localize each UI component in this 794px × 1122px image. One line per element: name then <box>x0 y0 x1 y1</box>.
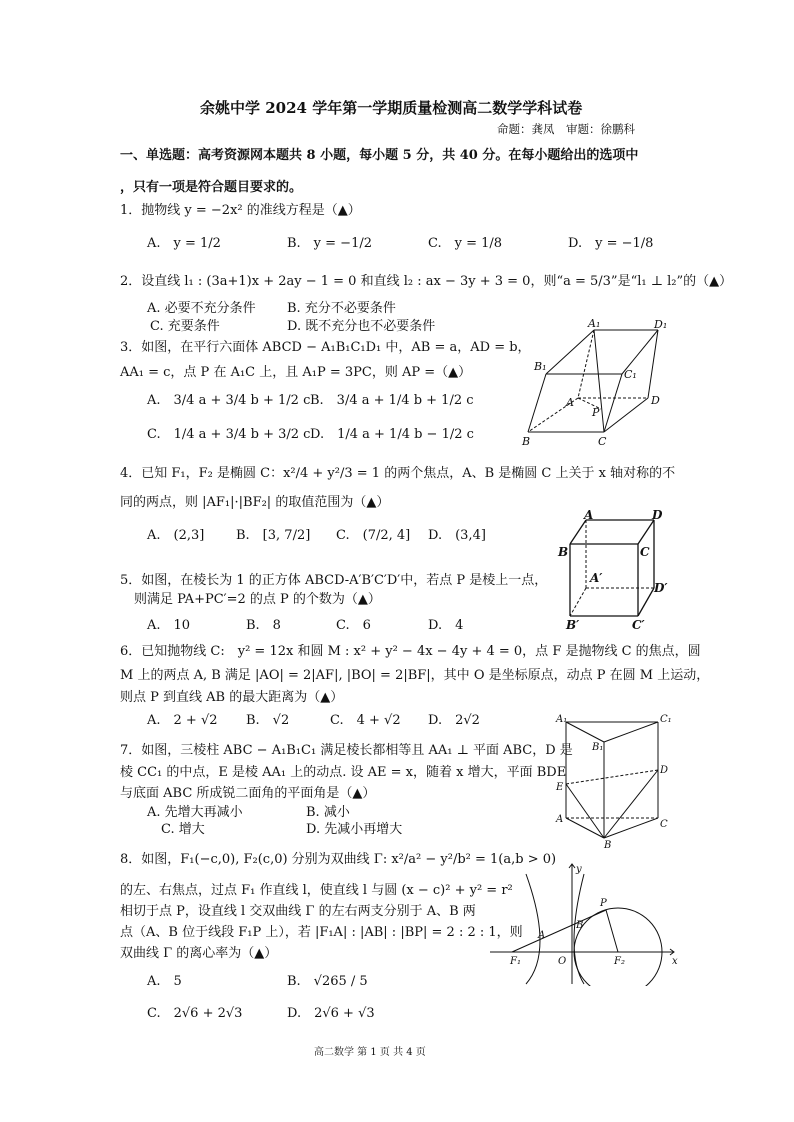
q2-option-d: D. 既不充分也不必要条件 <box>287 319 436 334</box>
q8-option-c: C. 2√6 + 2√3 <box>147 1006 243 1021</box>
q2-option-b: B. 充分不必要条件 <box>287 301 396 316</box>
q4-option-b: B. [3, 7/2] <box>236 528 311 543</box>
q2-stem: 2．设直线 l₁ : (3a+1)x + 2ay − 1 = 0 和直线 l₂ : ax − 3y + 3 = 0，则“a = 5/3”是“l₁ ⊥ l₂”的（▲） <box>120 274 733 289</box>
fig8-label: y <box>576 864 582 875</box>
section-header-line2: ，只有一项是符合题目要求的。 <box>120 180 303 195</box>
fig5-label: C <box>640 545 650 559</box>
fig3-label: D <box>651 394 660 407</box>
fig7-label: A <box>556 814 564 825</box>
q8-stem-line5: 双曲线 Γ 的离心率为（▲） <box>120 946 278 961</box>
fig3-label: A <box>566 396 574 409</box>
fig7-label: B₁ <box>592 742 604 753</box>
fig8-label: x <box>672 956 678 967</box>
section-header-line1: 一、单选题：高考资源网本题共 8 小题，每小题 5 分，共 40 分。在每小题给出的选项中 <box>120 148 639 163</box>
q1-option-d: D. y = −1/8 <box>568 236 654 251</box>
q8-stem-line3: 相切于点 P，设直线 l 交双曲线 Γ 的左右两支分别于 A、B 两 <box>120 904 476 919</box>
fig3-label: A₁ <box>588 318 601 330</box>
q3-option-d: D. 1/4 a + 1/4 b − 1/2 c <box>310 427 474 442</box>
q4-stem-line2: 同的两点，则 |AF₁|·|BF₂| 的取值范围为（▲） <box>120 495 390 510</box>
fig7-label: D <box>660 765 669 776</box>
figure-hyperbola <box>490 858 680 986</box>
q7-stem-line1: 7．如图，三棱柱 ABC − A₁B₁C₁ 满足棱长都相等且 AA₁ ⊥ 平面 ABC，D 是 <box>120 743 573 758</box>
q8-option-a: A. 5 <box>147 974 182 989</box>
q1-option-b: B. y = −1/2 <box>287 236 373 251</box>
q3-option-a: A. 3/4 a + 3/4 b + 1/2 c <box>147 393 311 408</box>
q6-option-b: B. √2 <box>246 713 290 728</box>
q1-option-c: C. y = 1/8 <box>428 236 503 251</box>
q7-option-a: A. 先增大再减小 <box>147 805 243 820</box>
fig8-label: F₁ <box>510 956 521 967</box>
q5-stem-line2: 则满足 PA+PC′=2 的点 P 的个数为（▲） <box>134 592 381 607</box>
q4-option-a: A. (2,3] <box>147 528 205 543</box>
fig3-label: D₁ <box>654 318 668 331</box>
fig7-label: C₁ <box>660 714 672 725</box>
q4-stem-line1: 4．已知 F₁，F₂ 是椭圆 C：x²/4 + y²/3 = 1 的两个焦点，A、B 是椭圆 C 上关于 x 轴对称的不 <box>120 466 676 481</box>
q8-option-b: B. √265 / 5 <box>287 974 368 989</box>
fig8-label: O <box>558 956 567 967</box>
q8-option-d: D. 2√6 + √3 <box>287 1006 375 1021</box>
authors-line: 命题：龚凤 审题：徐鹏科 <box>497 122 635 136</box>
q5-stem-line1: 5．如图，在棱长为 1 的正方体 ABCD-A′B′C′D′中，若点 P 是棱上一点， <box>120 573 548 588</box>
figure-cube <box>556 508 686 632</box>
fig3-label: C <box>598 435 607 448</box>
q7-option-d: D. 先减小再增大 <box>306 822 403 837</box>
q6-option-d: D. 2√2 <box>428 713 480 728</box>
q5-option-c: C. 6 <box>336 618 371 633</box>
fig7-label: C <box>660 819 668 830</box>
page-footer: 高二数学 第 1 页 共 4 页 <box>314 1047 426 1058</box>
q1-stem: 1．抛物线 y = −2x² 的准线方程是（▲） <box>120 203 361 218</box>
fig3-label: B₁ <box>534 360 547 373</box>
fig3-label: P <box>592 406 600 419</box>
fig5-label: D′ <box>654 581 668 595</box>
q8-stem-line2: 的左、右焦点，过点 F₁ 作直线 l，使直线 l 与圆 (x − c)² + y² = r² <box>120 883 513 898</box>
q7-stem-line2: 棱 CC₁ 的中点，E 是棱 AA₁ 上的动点. 设 AE = x，随着 x 增大，平面 BDE <box>120 765 567 780</box>
q3-option-c: C. 1/4 a + 3/4 b + 3/2 c <box>147 427 311 442</box>
q4-option-d: D. (3,4] <box>428 528 486 543</box>
fig5-label: A′ <box>590 571 603 585</box>
q3-stem-line1: 3．如图，在平行六面体 ABCD − A₁B₁C₁D₁ 中，AB = a，AD = b， <box>120 340 531 355</box>
q6-option-a: A. 2 + √2 <box>147 713 218 728</box>
q3-option-b: B. 3/4 a + 1/4 b + 1/2 c <box>310 393 474 408</box>
q2-option-c: C. 充要条件 <box>150 319 220 334</box>
q8-stem-line1: 8．如图，F₁(−c,0), F₂(c,0) 分别为双曲线 Γ: x²/a² − y²/b² = 1(a,b > 0) <box>120 852 557 867</box>
fig8-label: A <box>538 930 546 941</box>
q7-stem-line3: 与底面 ABC 所成锐二面角的平面角是（▲） <box>120 786 376 801</box>
q6-option-c: C. 4 + √2 <box>330 713 401 728</box>
figure-triangular-prism <box>552 710 682 850</box>
q6-stem-line3: 则点 P 到直线 AB 的最大距离为（▲） <box>120 690 344 705</box>
q8-stem-line4: 点（A、B 位于线段 F₁P 上），若 |F₁A| : |AB| : |BP| = 2 : 2 : 1，则 <box>120 925 523 940</box>
fig5-label: A <box>584 508 594 522</box>
fig7-label: B <box>604 840 612 850</box>
fig3-label: B <box>522 435 531 448</box>
page-title: 余姚中学 2024 学年第一学期质量检测高二数学学科试卷 <box>200 99 583 117</box>
fig8-label: P <box>600 898 607 909</box>
q7-option-b: B. 减小 <box>306 805 350 820</box>
q1-option-a: A. y = 1/2 <box>147 236 221 251</box>
fig5-label: C′ <box>632 618 645 632</box>
fig5-label: B′ <box>566 618 580 632</box>
q5-option-b: B. 8 <box>246 618 281 633</box>
fig8-label: B <box>576 920 584 931</box>
fig7-label: E <box>556 782 564 793</box>
q6-stem-line2: M 上的两点 A, B 满足 |AO| = 2|AF|, |BO| = 2|BF|，其中 O 是坐标原点，动点 P 在圆 M 上运动， <box>120 668 710 683</box>
fig5-label: B <box>558 545 569 559</box>
figure-parallelepiped <box>518 318 688 450</box>
q5-option-a: A. 10 <box>147 618 191 633</box>
fig8-label: F₂ <box>614 956 625 967</box>
fig5-label: D <box>652 508 663 522</box>
q4-option-c: C. (7/2, 4] <box>336 528 411 543</box>
q2-option-a: A. 必要不充分条件 <box>147 301 256 316</box>
q5-option-d: D. 4 <box>428 618 464 633</box>
fig3-label: C₁ <box>624 368 637 381</box>
q3-stem-line2: AA₁ = c，点 P 在 A₁C 上，且 A₁P = 3PC，则 AP =（▲） <box>120 365 472 380</box>
q6-stem-line1: 6．已知抛物线 C: y² = 12x 和圆 M : x² + y² − 4x − 4y + 4 = 0，点 F 是抛物线 C 的焦点，圆 <box>120 644 701 659</box>
q7-option-c: C. 增大 <box>161 822 205 837</box>
fig7-label: A₁ <box>556 714 568 725</box>
